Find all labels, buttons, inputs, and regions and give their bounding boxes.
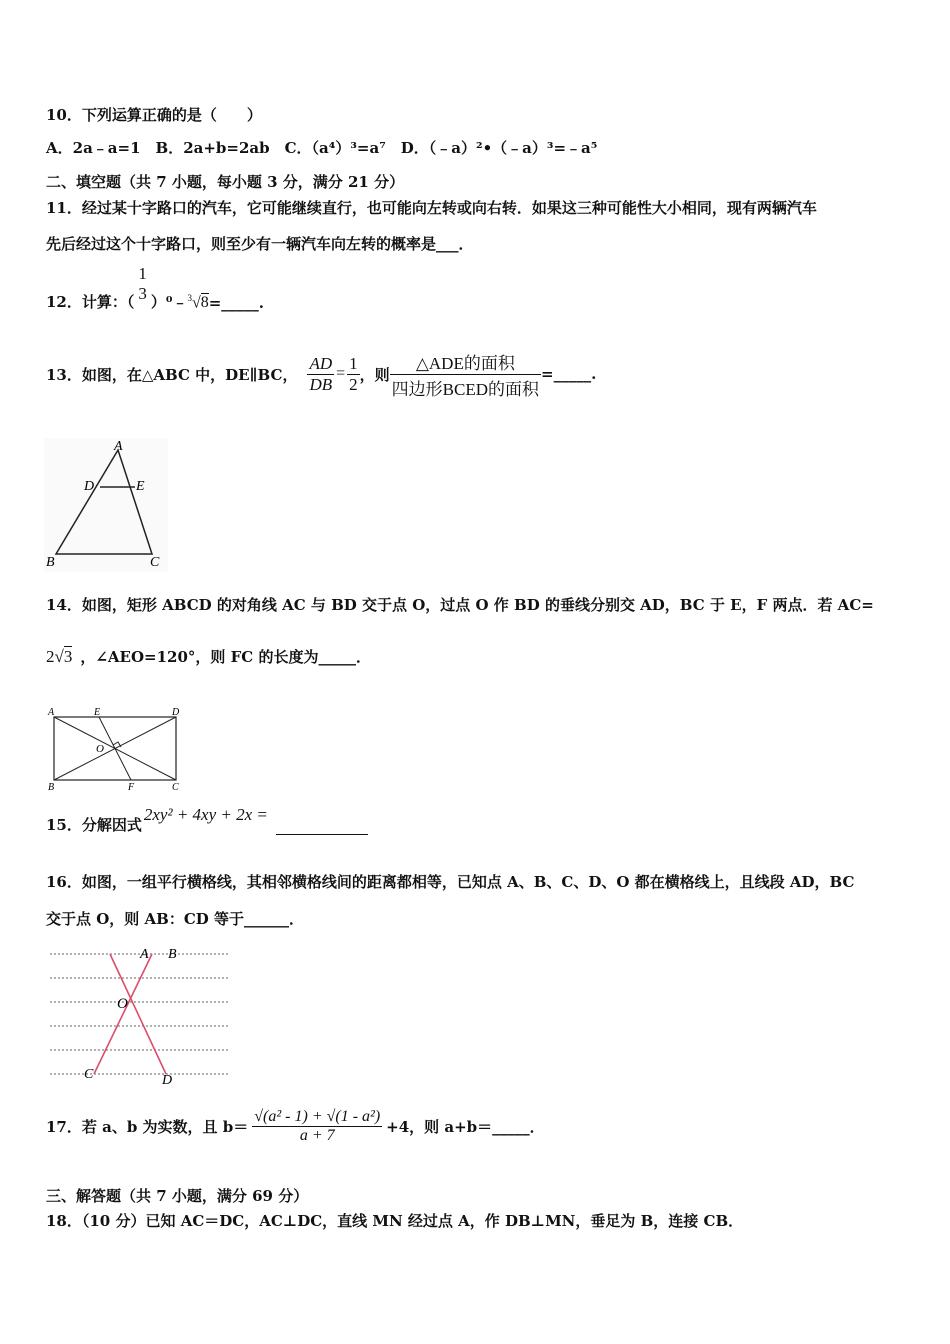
q13-frac3-den: 四边形BCED的面积 bbox=[390, 374, 541, 400]
q17-label: 17．若 a、b 为实数，且 b＝ bbox=[46, 1117, 249, 1136]
q13-triangle-figure bbox=[44, 438, 168, 572]
q11-line1: 11．经过某十字路口的汽车，它可能继续直行，也可能向左转或向右转．如果这三种可能性大小相同，现有两辆汽车 bbox=[46, 199, 817, 217]
q15 bbox=[46, 805, 368, 835]
label-f: F bbox=[128, 782, 135, 792]
label-a: A bbox=[140, 947, 149, 962]
segment-ad bbox=[110, 954, 166, 1074]
q17 bbox=[46, 1098, 545, 1154]
q13-frac1-den: DB bbox=[309, 374, 333, 394]
q14-value: 2√3 bbox=[46, 647, 73, 666]
label-d: D bbox=[84, 479, 95, 494]
q12 bbox=[46, 264, 265, 312]
section2-heading: 二、填空题（共 7 小题，每小题 3 分，满分 21 分） bbox=[46, 173, 405, 191]
label-b: B bbox=[48, 782, 55, 792]
q13-frac1-num: AD bbox=[309, 353, 333, 373]
label-a: A bbox=[114, 439, 123, 454]
q16-grid-figure bbox=[44, 940, 234, 1090]
q13-mid: ，则 bbox=[359, 365, 390, 384]
label-e: E bbox=[94, 707, 101, 718]
q15-label: 15．分解因式 bbox=[46, 816, 142, 834]
q12-root-index: 3 bbox=[187, 292, 192, 303]
segment-bc bbox=[94, 954, 152, 1074]
q11-line2: 先后经过这个十字路口，则至少有一辆汽车向左转的概率是___． bbox=[46, 235, 474, 253]
q10-options: A．2a﹣a=1 B．2a+b=2ab C．（a⁴）³=a⁷ D．（﹣a）²•（﹣a）³=﹣a⁵ bbox=[46, 139, 598, 157]
q14-coef: 2 bbox=[46, 647, 55, 666]
q13-frac3 bbox=[390, 349, 541, 400]
q14-line1: 14．如图，矩形 ABCD 的对角线 AC 与 BD 交于点 O，过点 O 作 BD 的垂线分别交 AD，BC 于 E，F 两点．若 AC= bbox=[46, 596, 874, 614]
label-o: O bbox=[117, 996, 128, 1012]
q12-num: 1 bbox=[138, 264, 147, 283]
q13-frac2-num: 1 bbox=[349, 353, 358, 373]
q12-mid: ）⁰﹣ bbox=[150, 293, 188, 311]
q16-line1: 16．如图，一组平行横格线，其相邻横格线间的距离都相等，已知点 A、B、C、D、O 都在横格线上，且线段 AD，BC bbox=[46, 873, 855, 891]
q13-tail: =_____. bbox=[541, 365, 597, 383]
q17-den: a + 7 bbox=[252, 1126, 382, 1145]
q15-expression: 2xy² + 4xy + 2x = bbox=[143, 805, 268, 824]
q12-fraction bbox=[136, 264, 149, 304]
q14-line2 bbox=[46, 646, 371, 667]
label-e: E bbox=[136, 479, 145, 494]
label-c: C bbox=[172, 782, 179, 792]
q13-frac1 bbox=[307, 354, 334, 395]
q14-rectangle-figure bbox=[44, 704, 184, 792]
q17-fraction bbox=[252, 1108, 382, 1145]
q13-label: 13．如图，在△ABC 中，DE∥BC， bbox=[46, 365, 298, 384]
q13-frac3-num: △ADE的面积 bbox=[415, 353, 515, 373]
section3-heading: 三、解答题（共 7 小题，满分 69 分） bbox=[46, 1187, 309, 1205]
label-a: A bbox=[48, 707, 55, 718]
label-d: D bbox=[162, 1073, 173, 1088]
q15-answer-blank bbox=[276, 820, 368, 835]
q12-radicand: 8 bbox=[200, 294, 209, 311]
label-o: O bbox=[96, 743, 104, 755]
label-c: C bbox=[150, 555, 160, 570]
q16-line2: 交于点 O，则 AB：CD 等于______． bbox=[46, 910, 304, 928]
q10-stem: 10．下列运算正确的是（ ） bbox=[46, 106, 262, 124]
q17-tail: +4，则 a+b＝_____． bbox=[386, 1117, 545, 1136]
q12-tail: =_____. bbox=[208, 294, 265, 312]
q12-den: 3 bbox=[138, 284, 147, 303]
label-c: C bbox=[84, 1067, 94, 1082]
q17-num: √(a² - 1) + √(1 - a²) bbox=[254, 1107, 381, 1125]
label-b: B bbox=[168, 947, 177, 962]
q13 bbox=[46, 351, 596, 397]
q12-cuberoot: $^3$√8 bbox=[187, 292, 209, 311]
q14-tail: ，∠AEO=120°，则 FC 的长度为_____． bbox=[80, 648, 371, 666]
q18: 18．（10 分）已知 AC＝DC，AC⊥DC，直线 MN 经过点 A，作 DB⊥MN，垂足为 B，连接 CB． bbox=[46, 1212, 744, 1230]
q12-label: 12．计算：（ bbox=[46, 293, 135, 311]
q14-radicand: 3 bbox=[63, 647, 73, 666]
q13-frac2-den: 2 bbox=[349, 374, 358, 394]
q13-frac2 bbox=[347, 354, 360, 395]
label-b: B bbox=[46, 555, 55, 570]
label-d: D bbox=[172, 707, 180, 718]
q13-eq: = bbox=[336, 365, 346, 382]
